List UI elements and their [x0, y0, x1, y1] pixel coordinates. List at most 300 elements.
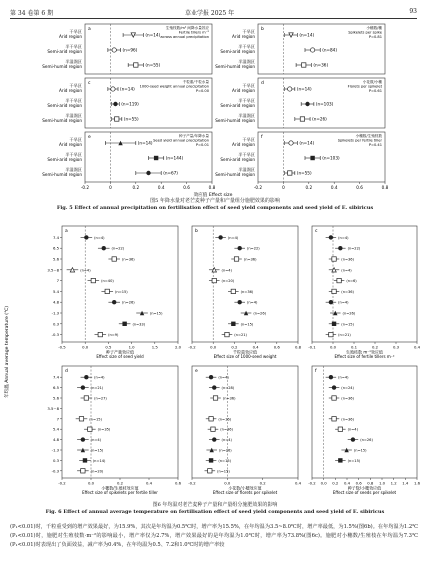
panel-title: Spikelets per fertile tiller	[337, 138, 382, 143]
x-tick-label: 0.0	[320, 480, 327, 486]
n-label: (n=103)	[315, 101, 334, 107]
data-point	[112, 257, 116, 261]
data-point	[329, 375, 333, 379]
fig6-panel-b	[188, 226, 301, 359]
panel-title: Fertile tillers m⁻²	[178, 30, 209, 35]
figure-5-caption-en: Fig. 5 Effect of annual precipitation on fertilisation effect of seed yield components and seed yield of E. sibiricus	[56, 205, 374, 211]
y-tick-label: 5.4	[52, 288, 59, 294]
panel-title: Seed yield annual precipitation	[153, 138, 209, 143]
region-label-en: Semi-humid region	[42, 64, 82, 69]
x-tick-label: 0.6	[183, 185, 190, 190]
n-label: (n=4)	[338, 375, 349, 380]
n-label: (n=14)	[299, 32, 315, 38]
region-label-cn: 半湿润区	[65, 113, 82, 118]
n-label: (n=28)	[221, 386, 235, 391]
fig6-panel-f	[308, 366, 420, 495]
region-label-en: Semi-humid region	[215, 118, 255, 123]
x-tick-label: 1.2	[390, 480, 397, 486]
data-point	[81, 469, 85, 473]
y-tick-label: -1.3	[51, 447, 59, 453]
region-label-cn: 半干旱区	[238, 98, 255, 103]
region-label-en: Semi-arid region	[47, 103, 82, 108]
figure-6-caption-cn: 图6 年均温对老芒麦种子产量和产量组分施肥效果的影响	[152, 502, 278, 508]
panel-letter: d	[65, 369, 68, 374]
x-tick-label: 0	[109, 185, 112, 190]
data-point	[338, 427, 342, 431]
panel-title: P=0.41	[368, 143, 382, 148]
fig6-panel-a	[47, 226, 181, 359]
x-tick-label: 0.5	[105, 344, 112, 350]
region-label-en: Semi-arid region	[220, 157, 255, 162]
panel-x-title: Effect size of fertile tillers m⁻²	[334, 354, 395, 359]
n-label: (n=14)	[299, 140, 315, 146]
data-point	[329, 235, 333, 239]
n-label: (n=15)	[89, 417, 102, 422]
x-tick-label: 0.8	[294, 344, 302, 350]
n-label: (n=4)	[94, 235, 105, 240]
data-point	[238, 246, 242, 250]
n-label: (n=55)	[296, 170, 312, 176]
data-point	[113, 102, 117, 106]
x-tick-label: 0.2	[332, 480, 339, 486]
y-tick-label: 5.4	[52, 426, 59, 432]
n-label: (n=22)	[247, 246, 260, 251]
panel-letter: a	[65, 229, 68, 234]
x-tick-label: 0.4	[294, 480, 302, 486]
data-point	[231, 322, 235, 326]
panel-title: 1000-seed weight annual precipitation	[139, 84, 209, 89]
data-point	[288, 171, 292, 175]
data-point	[332, 322, 336, 326]
n-label: (n=21)	[338, 333, 351, 338]
y-tick-label: 6.5	[52, 245, 59, 251]
page-header	[10, 6, 417, 19]
data-point	[84, 396, 88, 400]
data-point	[102, 246, 106, 250]
n-label: (n=4)	[347, 427, 358, 432]
n-label: (n=55)	[123, 116, 139, 122]
panel-frame	[312, 226, 417, 342]
n-label: (n=119)	[121, 101, 139, 107]
n-label: (n=36)	[341, 396, 354, 401]
panel-title: 小花数/小穗	[362, 80, 382, 84]
panel-x-title: 生殖枝数 m⁻²效应值	[346, 349, 383, 355]
n-label: (n=9)	[108, 333, 119, 338]
n-label: (n=36)	[240, 289, 254, 294]
panel-title: P=0.81	[368, 35, 382, 40]
x-tick-label: -0.2	[253, 185, 263, 190]
panel-frame	[312, 366, 417, 478]
region-label-en: Semi-humid region	[215, 172, 255, 177]
n-label: (n=36)	[243, 257, 257, 262]
region-label-cn: 半湿润区	[238, 59, 255, 64]
region-label-cn: 半干旱区	[65, 98, 82, 103]
n-label: (n=15)	[347, 458, 361, 463]
x-tick-label: 0.0	[210, 344, 217, 350]
n-label: (n=22)	[111, 246, 125, 251]
x-tick-label: 0.2	[116, 480, 124, 486]
y-tick-label: 7.4	[52, 374, 59, 380]
figure-6	[0, 216, 427, 501]
n-label: (n=36)	[341, 417, 354, 422]
n-label: (n=14)	[92, 458, 106, 463]
n-label: (n=33)	[132, 322, 146, 327]
panel-title: P=0.00	[195, 89, 209, 94]
data-point	[212, 385, 216, 389]
n-label: (n=21)	[90, 386, 104, 391]
x-tick-label: 0.2	[305, 185, 313, 190]
data-point	[111, 87, 115, 91]
y-tick-label: 5.6	[52, 256, 59, 262]
n-label: (n=67)	[163, 170, 178, 176]
data-point	[208, 469, 212, 473]
data-point	[115, 117, 119, 121]
panel-x-title: 千粒重效应值	[233, 349, 257, 355]
y-tick-label: -0.3	[51, 332, 59, 338]
x-tick-label: -0.1	[308, 344, 316, 350]
n-label: (n=4)	[94, 375, 105, 380]
x-tick-label: 0.0	[82, 344, 89, 350]
region-label-en: Arid region	[232, 142, 255, 147]
x-tick-label: 1.5	[151, 344, 158, 350]
n-label: (n=96)	[122, 47, 138, 53]
n-label: (n=6)	[346, 279, 357, 284]
n-label: (n=36)	[220, 427, 233, 432]
x-tick-label: 0.4	[330, 185, 338, 190]
x-tick-label: 1.0	[378, 480, 386, 486]
y-axis-title: 年均温 Annual average temperature (℃)	[5, 305, 10, 399]
n-label: (n=35)	[97, 427, 111, 432]
n-label: (n=20)	[90, 469, 104, 474]
region-label-en: Semi-arid region	[47, 157, 82, 162]
region-label-cn: 半湿润区	[65, 59, 82, 64]
data-point	[209, 458, 213, 462]
fig5-panel-a	[42, 24, 212, 74]
data-point	[289, 141, 293, 145]
n-label: (n=14)	[145, 32, 161, 38]
fig6-panel-d	[47, 366, 181, 495]
n-label: (n=40)	[101, 279, 114, 284]
x-tick-label: 0.2	[259, 480, 266, 486]
n-label: (n=15)	[115, 289, 128, 294]
data-point	[91, 278, 95, 282]
data-point	[83, 458, 87, 462]
region-label-en: Arid region	[59, 34, 82, 39]
panel-letter: e	[88, 135, 91, 140]
fig6-panel-e	[188, 366, 301, 495]
region-label-cn: 干旱区	[242, 137, 255, 142]
n-label: (n=15)	[217, 469, 230, 474]
panel-letter: f	[261, 135, 263, 140]
region-label-en: Semi-humid region	[215, 64, 255, 69]
data-point	[329, 300, 333, 304]
n-label: (n=4)	[90, 438, 102, 443]
data-point	[134, 63, 138, 67]
region-label-en: Semi-arid region	[220, 49, 255, 54]
panel-x-title: 种子产量效应值	[106, 349, 134, 355]
panel-x-title: 小穗数/生殖枝效应值	[101, 485, 139, 491]
data-point	[351, 437, 355, 441]
n-label: (n=26)	[342, 311, 356, 316]
y-tick-label: 4.8	[52, 437, 59, 443]
n-label: (n=24)	[341, 386, 354, 391]
panel-title: 小穗数/穗	[366, 26, 382, 30]
n-label: (n=14)	[296, 86, 312, 92]
n-label: (n=15)	[149, 311, 163, 316]
journal-volume: 第 34 卷第 6 期	[10, 10, 54, 17]
data-point	[154, 156, 158, 160]
data-point	[310, 156, 314, 160]
n-label: (n=26)	[360, 438, 373, 443]
x-tick-label: -0.2	[58, 480, 66, 486]
x-tick-label: -0.2	[188, 344, 196, 350]
n-label: (n=36)	[341, 289, 354, 294]
x-tick-label: 2.0	[174, 344, 182, 350]
body-paragraph: (P₁<0.01)时，千粒重受到的增产效果最好，为15.9%，其次是年均温为0.5℃时，增产率为15.5%，在年均温为3.5~8.0℃时，增产率最低，为1.5%(图6b)。在年均温为1.2℃(P₁<0.01)时，施肥对生殖枝数·m⁻²的影响最小，增产率仅为2.7%，增产效果最好的是年均温为1.0℃时，增产率为73.8%(图6c)。施肥对小穗数/生殖枝在年均温为7.3℃(P₁<0.01)时表现出了负面效益，减产率为0.4%，在年均温为0.5、7.2和1.0℃时的增产率较	[10, 524, 418, 548]
region-label-cn: 干旱区	[69, 137, 82, 142]
x-tick-label: 1.0	[128, 344, 135, 350]
n-label: (n=36)	[341, 257, 354, 262]
data-point	[209, 375, 213, 379]
data-point	[305, 102, 309, 106]
region-label-cn: 半湿润区	[238, 113, 255, 118]
panel-x-title: Effect size of seeds per spikelet	[332, 490, 397, 495]
n-label: (n=20)	[221, 279, 235, 284]
region-label-cn: 半干旱区	[238, 44, 255, 49]
y-tick-label: 7.4	[52, 234, 59, 240]
y-tick-label: 0.3	[52, 321, 59, 327]
fig5-panel-b	[215, 24, 385, 74]
region-label-cn: 半干旱区	[65, 44, 82, 49]
n-label: (n=22)	[347, 246, 361, 251]
x-tick-label: 0.4	[252, 344, 259, 350]
data-point	[211, 427, 215, 431]
data-point	[337, 278, 341, 282]
x-tick-label: 0	[282, 185, 285, 190]
data-point	[300, 117, 304, 121]
data-point	[79, 417, 83, 421]
n-label: (n=4)	[341, 268, 352, 273]
y-tick-label: -1.3	[51, 310, 59, 316]
data-point	[225, 332, 229, 336]
n-label: (n=4)	[227, 235, 239, 240]
data-point	[98, 332, 102, 336]
x-tick-label: 0.4	[157, 185, 165, 190]
y-tick-label: 4.8	[52, 299, 59, 305]
n-label: (n=15)	[353, 448, 367, 453]
region-label-cn: 半湿润区	[238, 167, 255, 172]
x-tick-label: 0.6	[356, 185, 363, 190]
data-point	[332, 417, 336, 421]
panel-frame	[62, 366, 178, 478]
panel-x-title: Effect size of seed yield	[96, 354, 144, 359]
y-tick-label: 5.6	[52, 395, 59, 401]
panel-x-title: 种子数/小穗效应值	[347, 485, 382, 491]
panel-letter: d	[261, 81, 264, 86]
n-label: (n=84)	[322, 47, 337, 53]
panel-title: Spikelets per spike	[348, 30, 382, 35]
panel-title: 生殖枝数/m² 间降水量效应	[165, 26, 209, 30]
n-label: (n=21)	[234, 333, 247, 338]
x-tick-label: 0.0	[329, 344, 337, 350]
data-point	[84, 375, 88, 379]
journal-title: 草业学报 2025 年	[185, 10, 235, 17]
x-tick-label: 0.6	[273, 344, 280, 350]
region-label-cn: 干旱区	[69, 83, 82, 88]
x-tick-label: 0.8	[381, 185, 389, 190]
data-point	[302, 63, 306, 67]
data-point	[81, 437, 85, 441]
n-label: (n=55)	[145, 62, 161, 68]
data-point	[112, 300, 116, 304]
x-tick-label: 0.6	[174, 480, 182, 486]
x-tick-label: 0.8	[367, 480, 374, 486]
n-label: (n=4)	[338, 300, 349, 305]
data-point	[81, 385, 85, 389]
n-label: (n=4)	[338, 235, 349, 240]
y-tick-label: 0.3	[52, 457, 59, 463]
x-tick-label: -0.2	[188, 480, 196, 486]
fig5-panel-f	[215, 132, 385, 182]
n-label: (n=26)	[312, 116, 327, 122]
x-tick-label: 0.4	[145, 480, 153, 486]
panel-title: P=0.01	[195, 143, 209, 148]
y-tick-label: 3.5~8	[47, 405, 59, 411]
data-point	[288, 87, 292, 91]
n-label: (n=103)	[322, 155, 340, 161]
x-tick-label: 0.1	[350, 344, 358, 350]
data-point	[332, 396, 336, 400]
y-tick-label: 7	[56, 416, 59, 422]
region-label-en: Semi-arid region	[47, 49, 82, 54]
data-point	[84, 235, 88, 239]
data-point	[338, 246, 342, 250]
data-point	[332, 257, 336, 261]
panel-title: 小穗数/生殖枝数	[355, 134, 382, 138]
panel-letter: b	[195, 229, 198, 234]
n-label: (n=14)	[137, 140, 153, 146]
data-point	[122, 322, 126, 326]
data-point	[212, 437, 216, 441]
panel-title: 千粒重/千粒水量	[182, 80, 209, 84]
panel-title: across annual precipitation	[160, 35, 209, 40]
figure-5-caption-cn: 图5 年降水量对老芒麦种子产量和产量组分施肥效果的影响	[150, 198, 280, 204]
fig5-panel-d	[215, 78, 385, 128]
panel-letter: c	[88, 81, 91, 86]
x-tick-label: 0.2	[132, 185, 140, 190]
region-label-en: Arid region	[232, 34, 255, 39]
panel-letter: a	[88, 27, 91, 32]
data-point	[146, 171, 150, 175]
figure-5-caption	[10, 198, 420, 212]
region-label-cn: 干旱区	[69, 29, 82, 34]
figure-6-caption	[10, 502, 420, 516]
x-tick-label: 0.4	[343, 480, 351, 486]
y-tick-label: 6.5	[52, 385, 59, 391]
panel-x-title: Effect size of florets per spikelet	[212, 490, 278, 495]
region-label-cn: 半干旱区	[65, 152, 82, 157]
page-number: 93	[409, 8, 417, 15]
n-label: (n=26)	[219, 448, 232, 453]
x-tick-label: -0.2	[80, 185, 90, 190]
x-tick-label: 0.4	[413, 344, 421, 350]
region-label-cn: 半湿润区	[65, 167, 82, 172]
n-label: (n=27)	[94, 396, 107, 401]
panel-letter: f	[315, 369, 317, 374]
figure-6-caption-en: Fig. 6 Effect of annual average temperature on fertilisation effect of seed yield components and seed yield of E. sibiricus	[45, 509, 385, 515]
data-point	[213, 396, 217, 400]
n-label: (n=4)	[80, 268, 91, 273]
data-point	[238, 300, 242, 304]
n-label: (n=26)	[253, 311, 267, 316]
fig5-panel-e	[42, 132, 212, 182]
region-label-cn: 干旱区	[242, 83, 255, 88]
data-point	[105, 289, 109, 293]
x-tick-label: 0.8	[208, 185, 216, 190]
x-tick-label: 0.2	[371, 344, 379, 350]
n-label: (n=144)	[165, 155, 184, 161]
region-label-en: Arid region	[59, 142, 82, 147]
body-text	[10, 523, 418, 549]
y-tick-label: 7	[56, 278, 59, 284]
region-label-en: Semi-arid region	[220, 103, 255, 108]
panel-title: 种子产量/年降水量	[179, 134, 209, 138]
x-tick-label: 0.0	[224, 480, 231, 486]
x-tick-label: 0.3	[392, 344, 400, 350]
panel-x-title: Effect size of spikelets per fertile tiller	[82, 490, 158, 495]
n-label: (n=15)	[240, 322, 254, 327]
data-point	[231, 289, 235, 293]
data-point	[218, 235, 222, 239]
n-label: (n=15)	[218, 458, 232, 463]
region-label-en: Arid region	[232, 88, 255, 93]
y-tick-label: 3.5~8	[47, 267, 59, 273]
panel-title: P=0.61	[368, 89, 382, 94]
region-label-en: Arid region	[59, 88, 82, 93]
n-label: (n=4)	[247, 300, 258, 305]
panel-letter: e	[195, 369, 198, 374]
y-tick-label: -0.3	[51, 468, 59, 474]
fig5-panel-c	[42, 78, 212, 128]
data-point	[212, 278, 216, 282]
n-label: (n=26)	[122, 300, 135, 305]
region-label-en: Semi-humid region	[42, 118, 82, 123]
data-point	[332, 385, 336, 389]
panel-frame	[62, 226, 178, 342]
panel-letter: b	[261, 27, 264, 32]
data-point	[234, 257, 238, 261]
n-label: (n=4)	[221, 268, 232, 273]
figure-5	[0, 20, 427, 198]
n-label: (n=4)	[218, 375, 229, 380]
fig6-panel-c	[308, 226, 420, 359]
data-point	[338, 458, 342, 462]
data-point	[310, 48, 314, 52]
region-label-en: Semi-humid region	[42, 172, 82, 177]
n-label: (n=14)	[120, 86, 135, 92]
x-tick-label: 1.6	[413, 480, 421, 486]
n-label: (n=36)	[122, 257, 135, 262]
n-label: (n=15)	[90, 448, 104, 453]
data-point	[329, 332, 333, 336]
x-axis-title: 效应值 Effect size	[193, 193, 233, 198]
x-tick-label: 0.2	[231, 344, 238, 350]
panel-x-title: 小花数/小穗效应值	[228, 485, 262, 491]
x-tick-label: -0.2	[308, 480, 316, 486]
x-tick-label: -0.5	[58, 344, 66, 350]
panel-frame	[192, 366, 298, 478]
x-tick-label: 0.0	[87, 480, 95, 486]
